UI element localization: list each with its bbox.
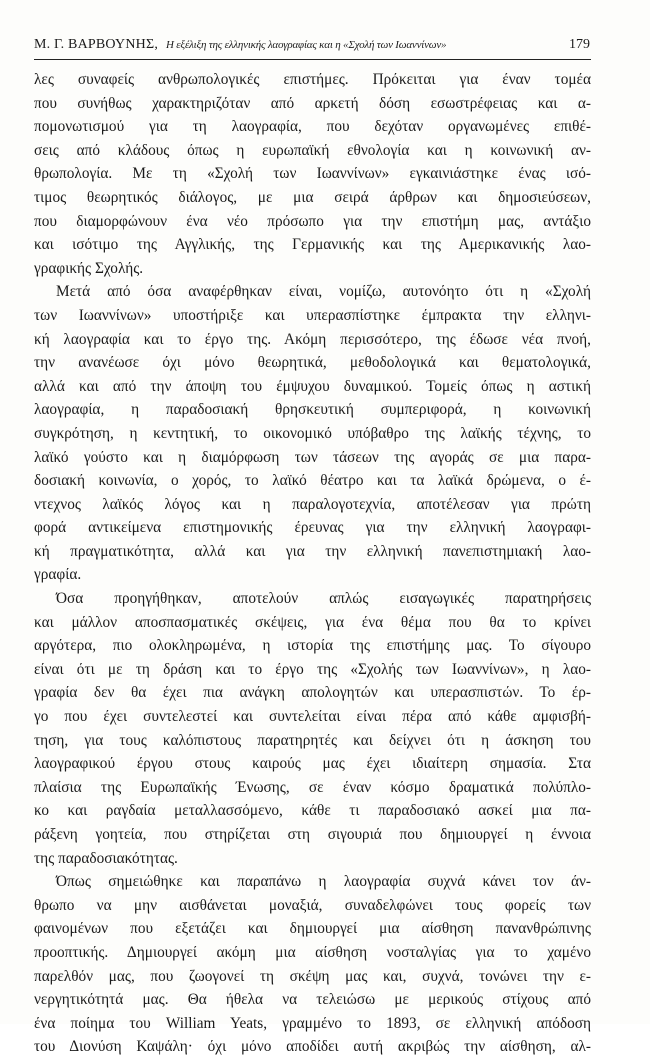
text-line: Μετά από όσα αναφέρθηκαν είναι, νομίζω, αυτονόητο ότι η «Σχολή [56,283,591,301]
paragraph [34,280,591,587]
paragraph [34,68,591,280]
text-line: που συνήθως χαρακτηριζόταν από αρκετή δόση εσωστρέφειας και α- [34,94,591,112]
text-line: θρωπο να μην αισθάνεται μοναξιά, συναδελφώνει τους φορείς των [34,896,591,914]
paragraph [34,587,591,870]
text-line: θρωπολογία. Με τη «Σχολή των Ιωαννίνων» εγκαινιάστηκε ένας ισό- [34,165,591,183]
text-line: κή λαογραφία και το έργο της. Ακόμη περισσότερο, της έδωσε νέα πνοή, [34,330,591,348]
text-line: λες συναφείς ανθρωπολογικές επιστήμες. Πρόκειται για έναν τομέα [34,71,591,88]
text-line: κή πραγματικότητα, αλλά και για την ελληνική πανεπιστημιακή λαο- [34,542,591,560]
body-text [34,68,591,1059]
text-line: τιμος θεωρητικός διάλογος, με μια σειρά άρθρων και δημοσιεύσεων, [34,188,591,206]
text-line: γραφικής Σχολής. [34,259,144,277]
text-line: παρελθόν μας, που ζωογονεί τη σκέψη μας και, συχνά, τονώνει την ε- [34,967,591,985]
text-line: λαϊκό γούστο και η διαμόρφωση των τάσεων της αγοράς σε μια παρα- [34,448,591,466]
text-line: τηση, για τους καλόπιστους παρατηρητές και δείχνει ότι η άσκηση του [34,731,591,749]
text-line: ντεχνος λαϊκός λόγος και η παραλογοτεχνία, αποτέλεσαν για πρώτη [34,495,591,513]
text-line: γο που έχει συντελεστεί και συντελείται είναι πέρα από κάθε αμφισβή- [34,708,591,726]
text-line: λαογραφία, η παραδοσιακή θρησκευτική συμπεριφορά, η κοινωνική [34,401,591,419]
header-rule [34,59,591,60]
text-line: και μάλλον αποσπασματικές σκέψεις, για ένα θέμα που θα το κρίνει [34,613,591,631]
text-line: Όπως σημειώθηκε και παραπάνω η λαογραφία συχνά κάνει τον άν- [56,873,591,891]
text-line: του Διονύση Καψάλη· όχι μόνο αποδίδει αυτή ακριβώς την αίσθηση, αλ- [34,1038,591,1056]
text-line: είναι ότι με τη δράση και το έργο της «Σχολής των Ιωαννίνων», η λαο- [34,660,591,678]
text-line: λαογραφικού έργου στους καιρούς μας έχει ιδιαίτερη σημασία. Στα [34,755,591,773]
text-line: αλλά και από την άποψη του έμψυχου δυναμικού. Τομείς όπως η αστική [34,377,591,395]
text-line: πομονωτισμού για τη λαογραφία, που δεχόταν οργανωμένες επιθέ- [34,118,591,136]
text-line: νεργητικότητά μας. Θα ήθελα να τελειώσω με μερικούς στίχους από [34,991,591,1009]
text-line: γραφία δεν θα έχει πια ανάγκη απολογητών και υπερασπιστών. Το έρ- [34,684,591,702]
text-line: φαινομένων που εξετάζει και δημιουργεί μια αίσθηση πανανθρώπινης [34,920,591,938]
text-line: ράξενη γοητεία, που στηρίζεται στη σιγουριά που δημιουργεί η έννοια [34,826,591,843]
text-line: γραφία. [34,566,82,584]
text-line: ένα ποίημα του William Yeats, γραμμένο το 1893, σε ελληνική απόδοση [34,1014,591,1032]
text-line: αργότερα, πιο ολοκληρωμένα, η ιστορία της επιστήμης μας. Το σίγουρο [34,637,591,655]
page-number: 179 [569,37,590,52]
text-line: δοσιακή κοινωνία, ο χορός, το λαϊκό θέατρο και τα λαϊκά δρώμενα, ο έ- [34,472,591,490]
text-line: σεις από κλάδους όπως η ευρωπαϊκή εθνολογία και η κοινωνική αν- [34,141,591,159]
text-line: των Ιωαννίνων» υποστήριξε και υπερασπίστηκε έμπρακτα την ελληνι- [34,306,591,324]
text-line: προοπτικής. Δημιουργεί ακόμη μια αίσθηση νοσταλγίας για το χαμένο [34,943,591,961]
running-head [34,36,590,58]
text-line: Όσα προηγήθηκαν, αποτελούν απλώς εισαγωγικές παρατηρήσεις [56,590,591,608]
text-line: συγκρότηση, η κεντητική, το οικονομικό υπόβαθρο της λαϊκής τέχνης, το [34,424,591,442]
text-line: της παραδοσιακότητας. [34,849,178,867]
paragraph [34,870,591,1059]
running-head-title: Η εξέλιξη της ελληνικής λαογραφίας και η «Σχολή των Ιωαννίνων» [166,39,447,51]
text-line: την ανανέωσε όχι μόνο θεωρητικά, μεθοδολογικά και θεματολογικά, [34,354,591,372]
text-line: πλαίσια της Ευρωπαϊκής Ένωσης, σε έναν κόσμο δραματικά πολύπλο- [34,778,591,796]
text-line: φορά αντικείμενα επιστημονικής έρευνας για την ελληνική λαογραφι- [34,519,591,537]
text-line: και ισότιμο της Αγγλικής, της Γερμανικής και της Αμερικανικής λαο- [34,236,591,254]
text-line: που διαμορφώνουν ένα νέο πρόσωπο για την επιστήμη μας, αντάξιο [34,212,591,230]
text-line: κο και ραγδαία μεταλλασσόμενο, κάθε τι παραδοσιακό ασκεί μια πα- [34,802,591,820]
running-head-author: Μ. Γ. ΒΑΡΒΟΥΝΗΣ, [34,37,159,52]
